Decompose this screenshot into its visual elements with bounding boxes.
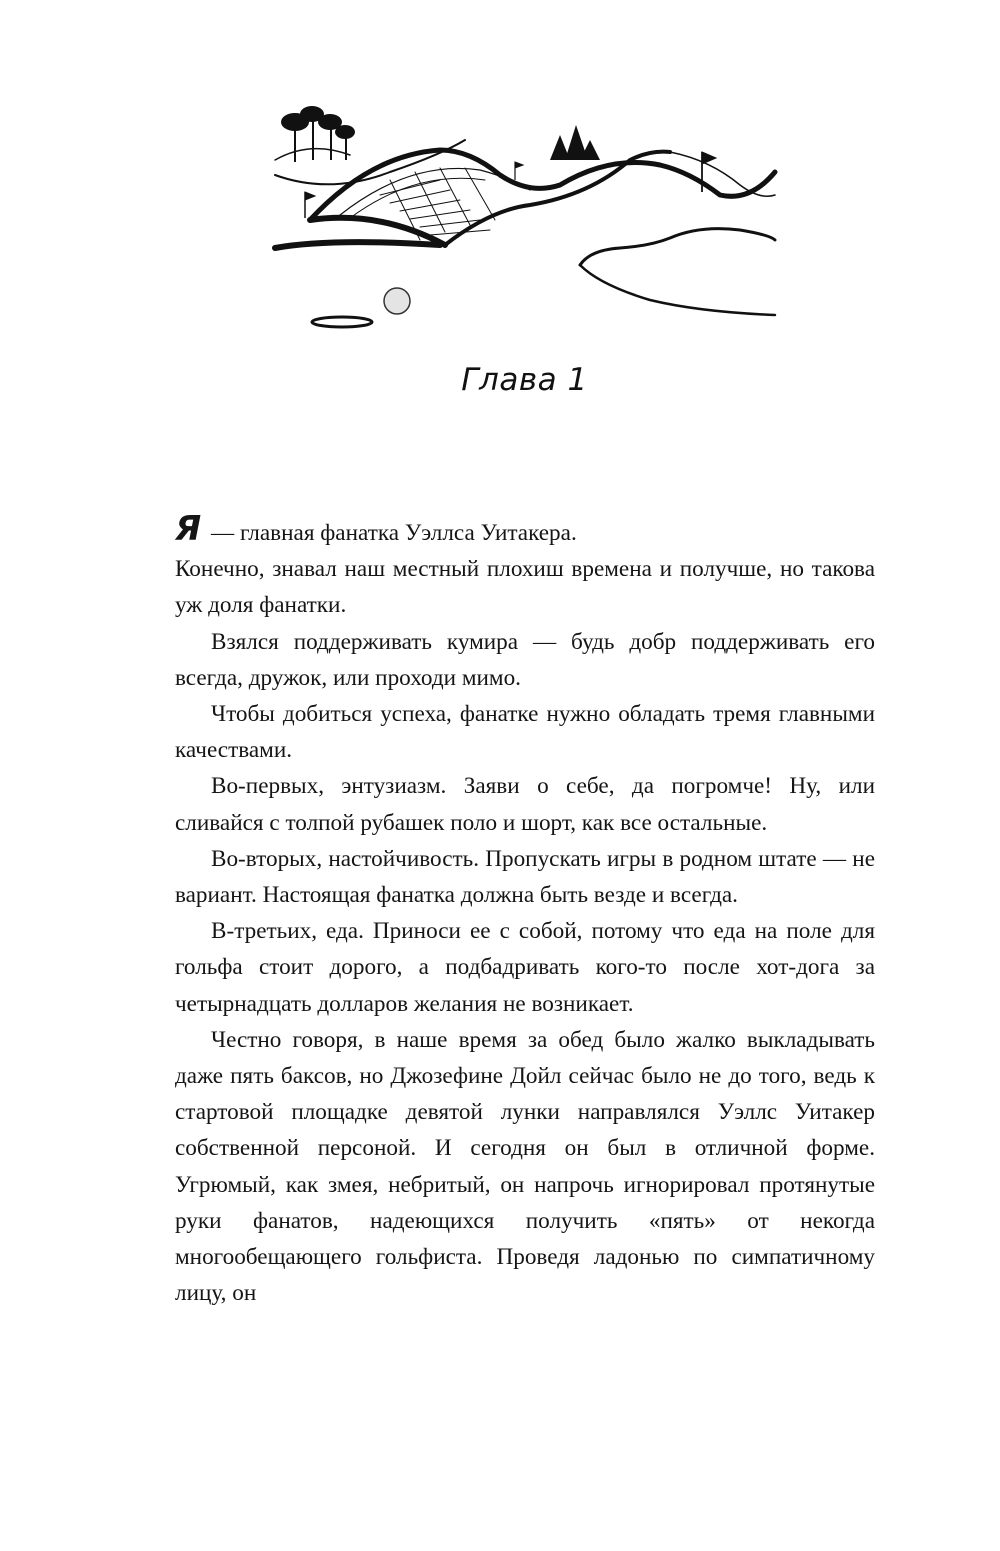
paragraph: Взялся поддерживать кумира — будь добр поддерживать его всегда, дружок, или проходи мимо. — [175, 628, 875, 691]
paragraph: Конечно, знавал наш местный плохиш времена и получше, но такова уж доля фанатки. — [175, 556, 875, 619]
chapter-body — [175, 509, 875, 1311]
golf-ball-icon — [384, 288, 410, 314]
paragraph: Честно говоря, в наше время за обед было жалко выкладывать даже пять баксов, но Джозефине Дойл сейчас было не до того, ведь к стартовой площадке девятой лунки направлялся Уэллс Уитакер собственной персоной. И сегодня он был в отличной форме. Угрюмый, как змея, небритый, он напрочь игнорировал протянутые руки фанатов, надеющихся получить «пять» от некогда многообещающего гольфиста. Проведя ладонью по симпатичному лицу, он — [175, 1026, 875, 1307]
drop-cap: Я — [175, 509, 202, 549]
chapter-title: Глава 1 — [461, 362, 588, 398]
paragraph: Во-вторых, настойчивость. Пропускать игры в родном штате — не вариант. Настоящая фанатка должна быть везде и всегда. — [175, 845, 875, 909]
paragraph: Я — главная фанатка Уэллса Уитакера. — [175, 509, 577, 549]
paragraph: Во-первых, энтузиазм. Заяви о себе, да погромче! Ну, или сливайся с толпой рубашек поло и шорт, как все остальные. — [175, 773, 875, 836]
golf-course-illustration — [270, 100, 780, 340]
paragraph: Чтобы добиться успеха, фанатке нужно обладать тремя главными качествами. — [175, 701, 875, 764]
paragraph: В-третьих, еда. Приноси ее с собой, потому что еда на поле для гольфа стоит дорого, а подбадривать кого-то после хот-дога за четырнадцать долларов желания не возникает. — [175, 918, 875, 1017]
